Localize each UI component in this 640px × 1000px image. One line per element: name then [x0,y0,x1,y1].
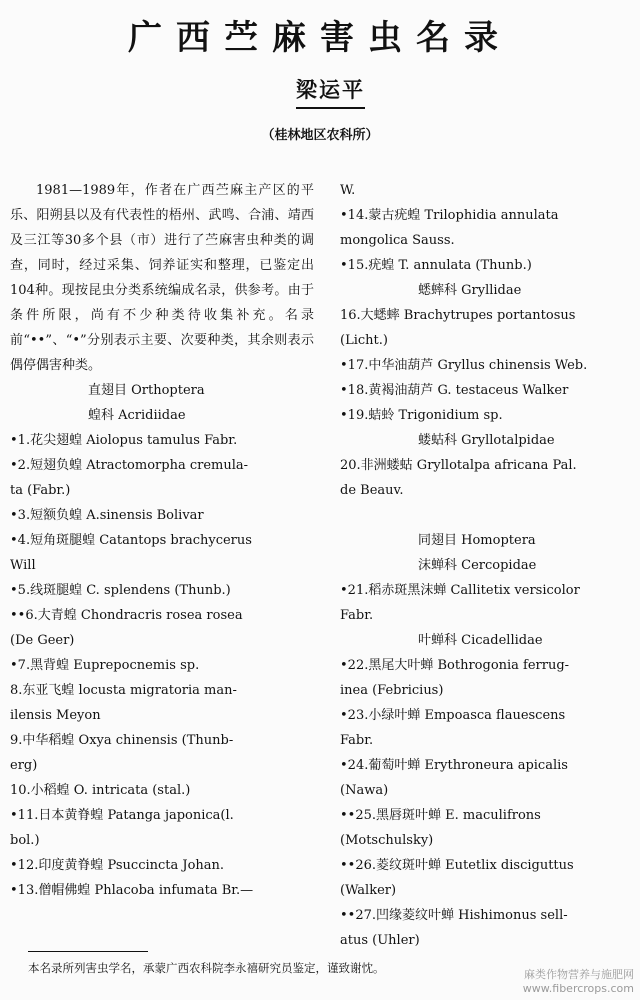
left-column [10,178,314,903]
blank-line [340,503,632,528]
taxon-heading: 蟋蟀科 Gryllidae [418,283,522,298]
site-watermark [523,968,634,996]
taxon-heading: 叶蝉科 Cicadellidae [418,633,543,648]
species-entry: •13.僧帽佛蝗 Phlacoba infumata Br.— [10,883,254,898]
species-entry: (Nawa) [340,783,389,798]
taxon-heading: 蝗科 Acridiidae [88,408,186,423]
species-entry: atus (Uhler) [340,933,420,948]
author-affiliation: （桂林地区农科所） [261,128,379,143]
taxon-heading: 同翅目 Homoptera [418,533,536,548]
species-entry: ta (Fabr.) [10,483,71,498]
right-column [340,178,632,953]
species-entry: •19.蛣蛉 Trigonidium sp. [340,408,503,423]
species-entry: (Walker) [340,883,397,898]
species-entry: •5.线斑腿蝗 C. splendens (Thunb.) [10,583,231,598]
species-entry: •2.短翅负蝗 Atractomorpha cremula- [10,458,249,473]
species-entry: 10.小稻蝗 O. intricata (stal.) [10,783,191,798]
species-entry: •24.葡萄叶蝉 Erythroneura apicalis [340,758,568,773]
taxon-heading: 沫蝉科 Cercopidae [418,558,537,573]
species-entry: •23.小绿叶蝉 Empoasca flauescens [340,708,566,723]
species-entry: Will [10,558,36,573]
species-entry: W. [340,183,356,198]
species-entry: (De Geer) [10,633,75,648]
species-entry: erg) [10,758,38,773]
species-entry: ••6.大青蝗 Chondracris rosea rosea [10,608,243,623]
species-entry: •14.蒙古疣蝗 Trilophidia annulata [340,208,559,223]
species-entry: •12.印度黄脊蝗 Psuccincta Johan. [10,858,225,873]
species-entry: 20.非洲蝼蛄 Gryllotalpa africana Pal. [340,458,577,473]
species-entry: •3.短额负蝗 A.sinensis Bolivar [10,508,204,523]
species-entry: inea (Febricius) [340,683,444,698]
page-title: 广西苎麻害虫名录 [128,18,512,58]
species-list-left [10,378,314,903]
species-entry: (Licht.) [340,333,388,348]
species-entry: •4.短角斑腿蝗 Catantops brachycerus [10,533,252,548]
species-entry: Fabr. [340,608,374,623]
taxon-heading: 蝼蛄科 Gryllotalpidae [418,433,555,448]
species-entry: 8.东亚飞蝗 locusta migratoria man- [10,683,237,698]
species-entry: •7.黑背蝗 Euprepocnemis sp. [10,658,200,673]
species-entry: •22.黑尾大叶蝉 Bothrogonia ferrug- [340,658,570,673]
species-entry: bol.) [10,833,40,848]
watermark-url: www.fibercrops.com [522,982,634,995]
footnote-divider [28,951,148,952]
intro-paragraph: 1981—1989年，作者在广西苎麻主产区的平乐、阳朔县以及有代表性的梧州、武鸣、合浦、靖西及三江等30多个县（市）进行了苎麻害虫种类的调查，同时，经过采集、饲养证实和整理，已鉴定出104种。现按昆虫分类系统编成名录，供参考。由于条件所限，尚有不少种类待收集补充。名录前“••”、“•”分别表示主要、次要种类，其余则表示偶停偶害种类。 [10,183,314,373]
author-name: 梁运平 [296,74,365,109]
species-entry: ilensis Meyon [10,708,101,723]
species-entry: •21.稻赤斑黑沫蝉 Callitetix versicolor [340,583,580,598]
species-entry: •15.疣蝗 T. annulata (Thunb.) [340,258,532,273]
species-entry: Fabr. [340,733,374,748]
watermark-line: 麻类作物营养与施肥网 [524,968,634,981]
species-entry: ••25.黑唇斑叶蝉 E. maculifrons [340,808,541,823]
species-entry: •18.黄褐油葫芦 G. testaceus Walker [340,383,569,398]
species-entry: •1.花尖翅蝗 Aiolopus tamulus Fabr. [10,433,238,448]
species-entry: 9.中华稻蝗 Oxya chinensis (Thunb- [10,733,234,748]
species-entry: ••27.凹缘菱纹叶蝉 Hishimonus sell- [340,908,568,923]
species-list-right [340,178,632,953]
species-entry: (Motschulsky) [340,833,434,848]
species-entry: •17.中华油葫芦 Gryllus chinensis Web. [340,358,588,373]
footnote: 本名录所列害虫学名，承蒙广西农科院李永禧研究员鉴定，谨致谢忱。 [28,961,385,975]
species-entry: •11.日本黄脊蝗 Patanga japonica(l. [10,808,234,823]
species-entry: 16.大蟋蟀 Brachytrupes portantosus [340,308,576,323]
species-entry: mongolica Sauss. [340,233,455,248]
species-entry: ••26.菱纹斑叶蝉 Eutetlix disciguttus [340,858,574,873]
species-entry: de Beauv. [340,483,404,498]
taxon-heading: 直翅目 Orthoptera [88,383,205,398]
